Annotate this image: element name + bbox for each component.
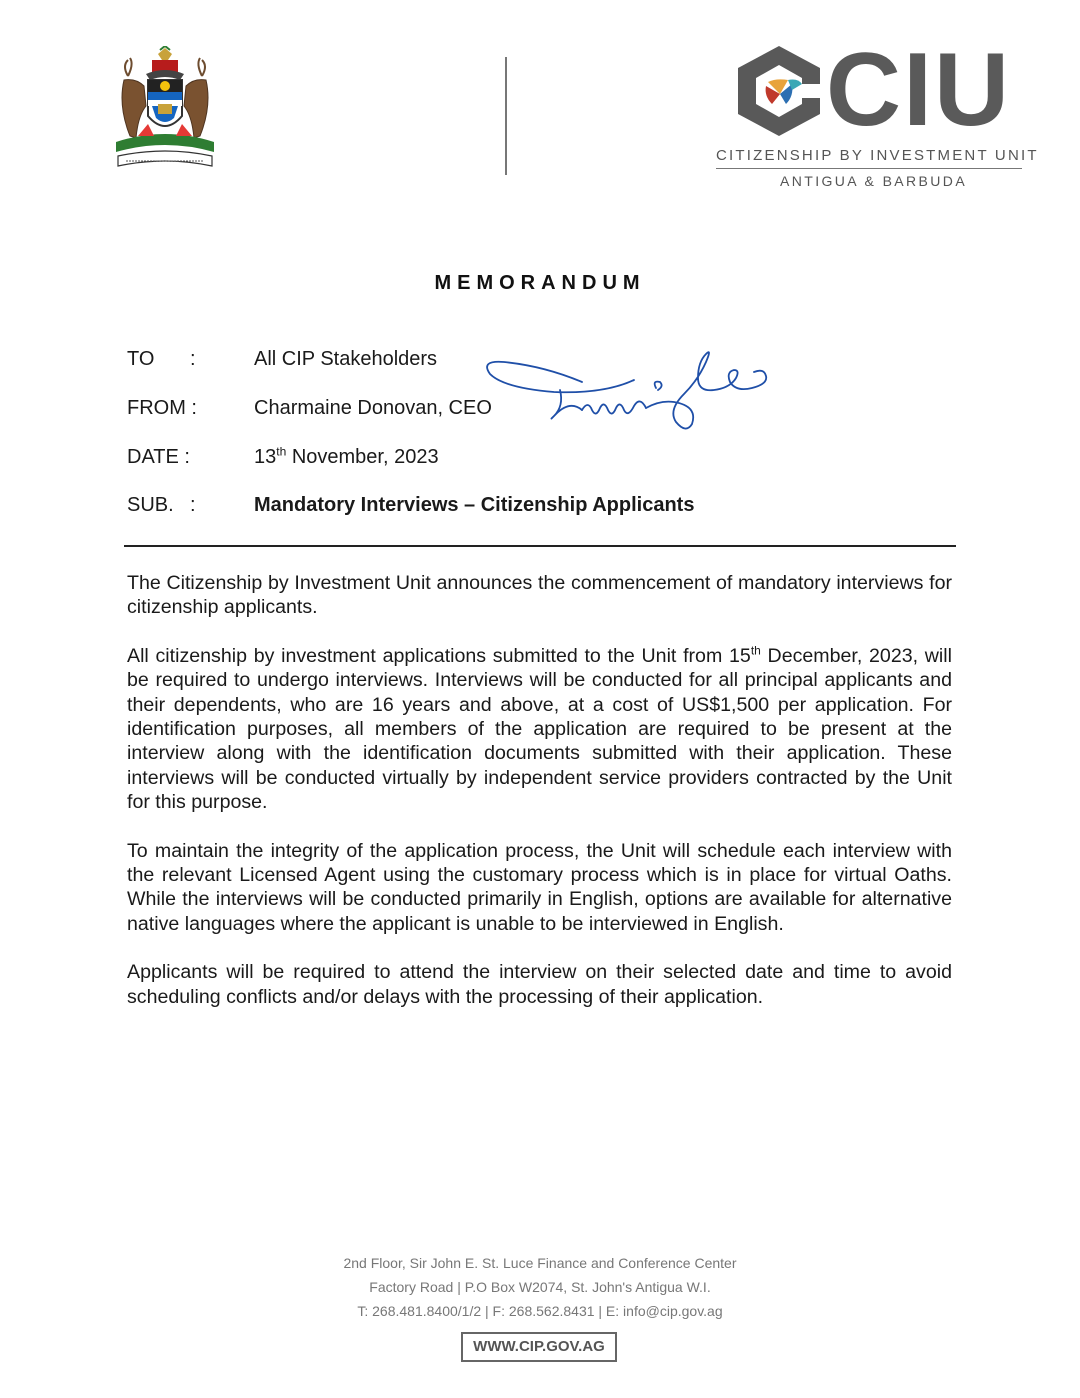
body-paragraph-1: The Citizenship by Investment Unit announces the commencement of mandatory interviews for citizenship applicants. — [127, 572, 952, 619]
to-value: All CIP Stakeholders — [254, 348, 438, 370]
header-rule — [124, 545, 956, 547]
date-label: DATE : — [127, 446, 190, 468]
signature-icon — [484, 344, 776, 436]
subject-label: SUB. — [127, 494, 174, 516]
brand-rule — [716, 168, 1022, 169]
footer-contact: T: 268.481.8400/1/2 | F: 268.562.8431 | E: info@cip.gov.ag — [357, 1303, 723, 1319]
coat-of-arms-icon — [108, 46, 222, 178]
body-paragraph-3: To maintain the integrity of the application process, the Unit will schedule each interview with the relevant Licensed Agent using the customary process which is in place for virtual Oaths. While the interviews will be conducted primarily in English, options are available for alternative native languages where the applicant is unable to be interviewed in English. — [127, 839, 952, 935]
from-label: FROM : — [127, 397, 197, 419]
subject-colon: : — [190, 494, 196, 516]
date-value: 13th November, 2023 — [254, 444, 439, 468]
footer-address-2: Factory Road | P.O Box W2074, St. John's Antigua W.I. — [369, 1279, 711, 1295]
brand-tagline: CITIZENSHIP BY INVESTMENT UNIT — [716, 147, 1039, 164]
memo-body — [127, 571, 952, 1033]
header-divider — [505, 57, 507, 175]
brand-name: CIU — [826, 32, 1012, 148]
subject-value: Mandatory Interviews – Citizenship Applicants — [254, 494, 695, 516]
to-colon: : — [190, 348, 196, 370]
brand-country: ANTIGUA & BARBUDA — [780, 173, 968, 189]
ciu-logo-mark-icon — [736, 44, 822, 138]
memo-title: MEMORANDUM — [434, 272, 646, 294]
body-paragraph-4: Applicants will be required to attend the interview on their selected date and time to avoid scheduling conflicts and/or delays with the processing of their application. — [127, 961, 952, 1008]
footer-website-link[interactable]: WWW.CIP.GOV.AG — [461, 1332, 617, 1362]
from-value: Charmaine Donovan, CEO — [254, 397, 492, 419]
footer-address-1: 2nd Floor, Sir John E. St. Luce Finance and Conference Center — [343, 1255, 737, 1271]
to-label: TO — [127, 348, 155, 370]
body-paragraph-2: All citizenship by investment applications submitted to the Unit from 15th December, 2023, will be required to undergo interviews. Interviews will be conducted for all principal applicants and their dependents, who are 16 years and above, at a cost of US$1,500 per application. For identification purposes, all members of the application are required to be present at the interview along with the identification documents submitted with their application. These interviews will be conducted virtually by independent service providers contracted by the Unit for this purpose. — [127, 643, 952, 814]
